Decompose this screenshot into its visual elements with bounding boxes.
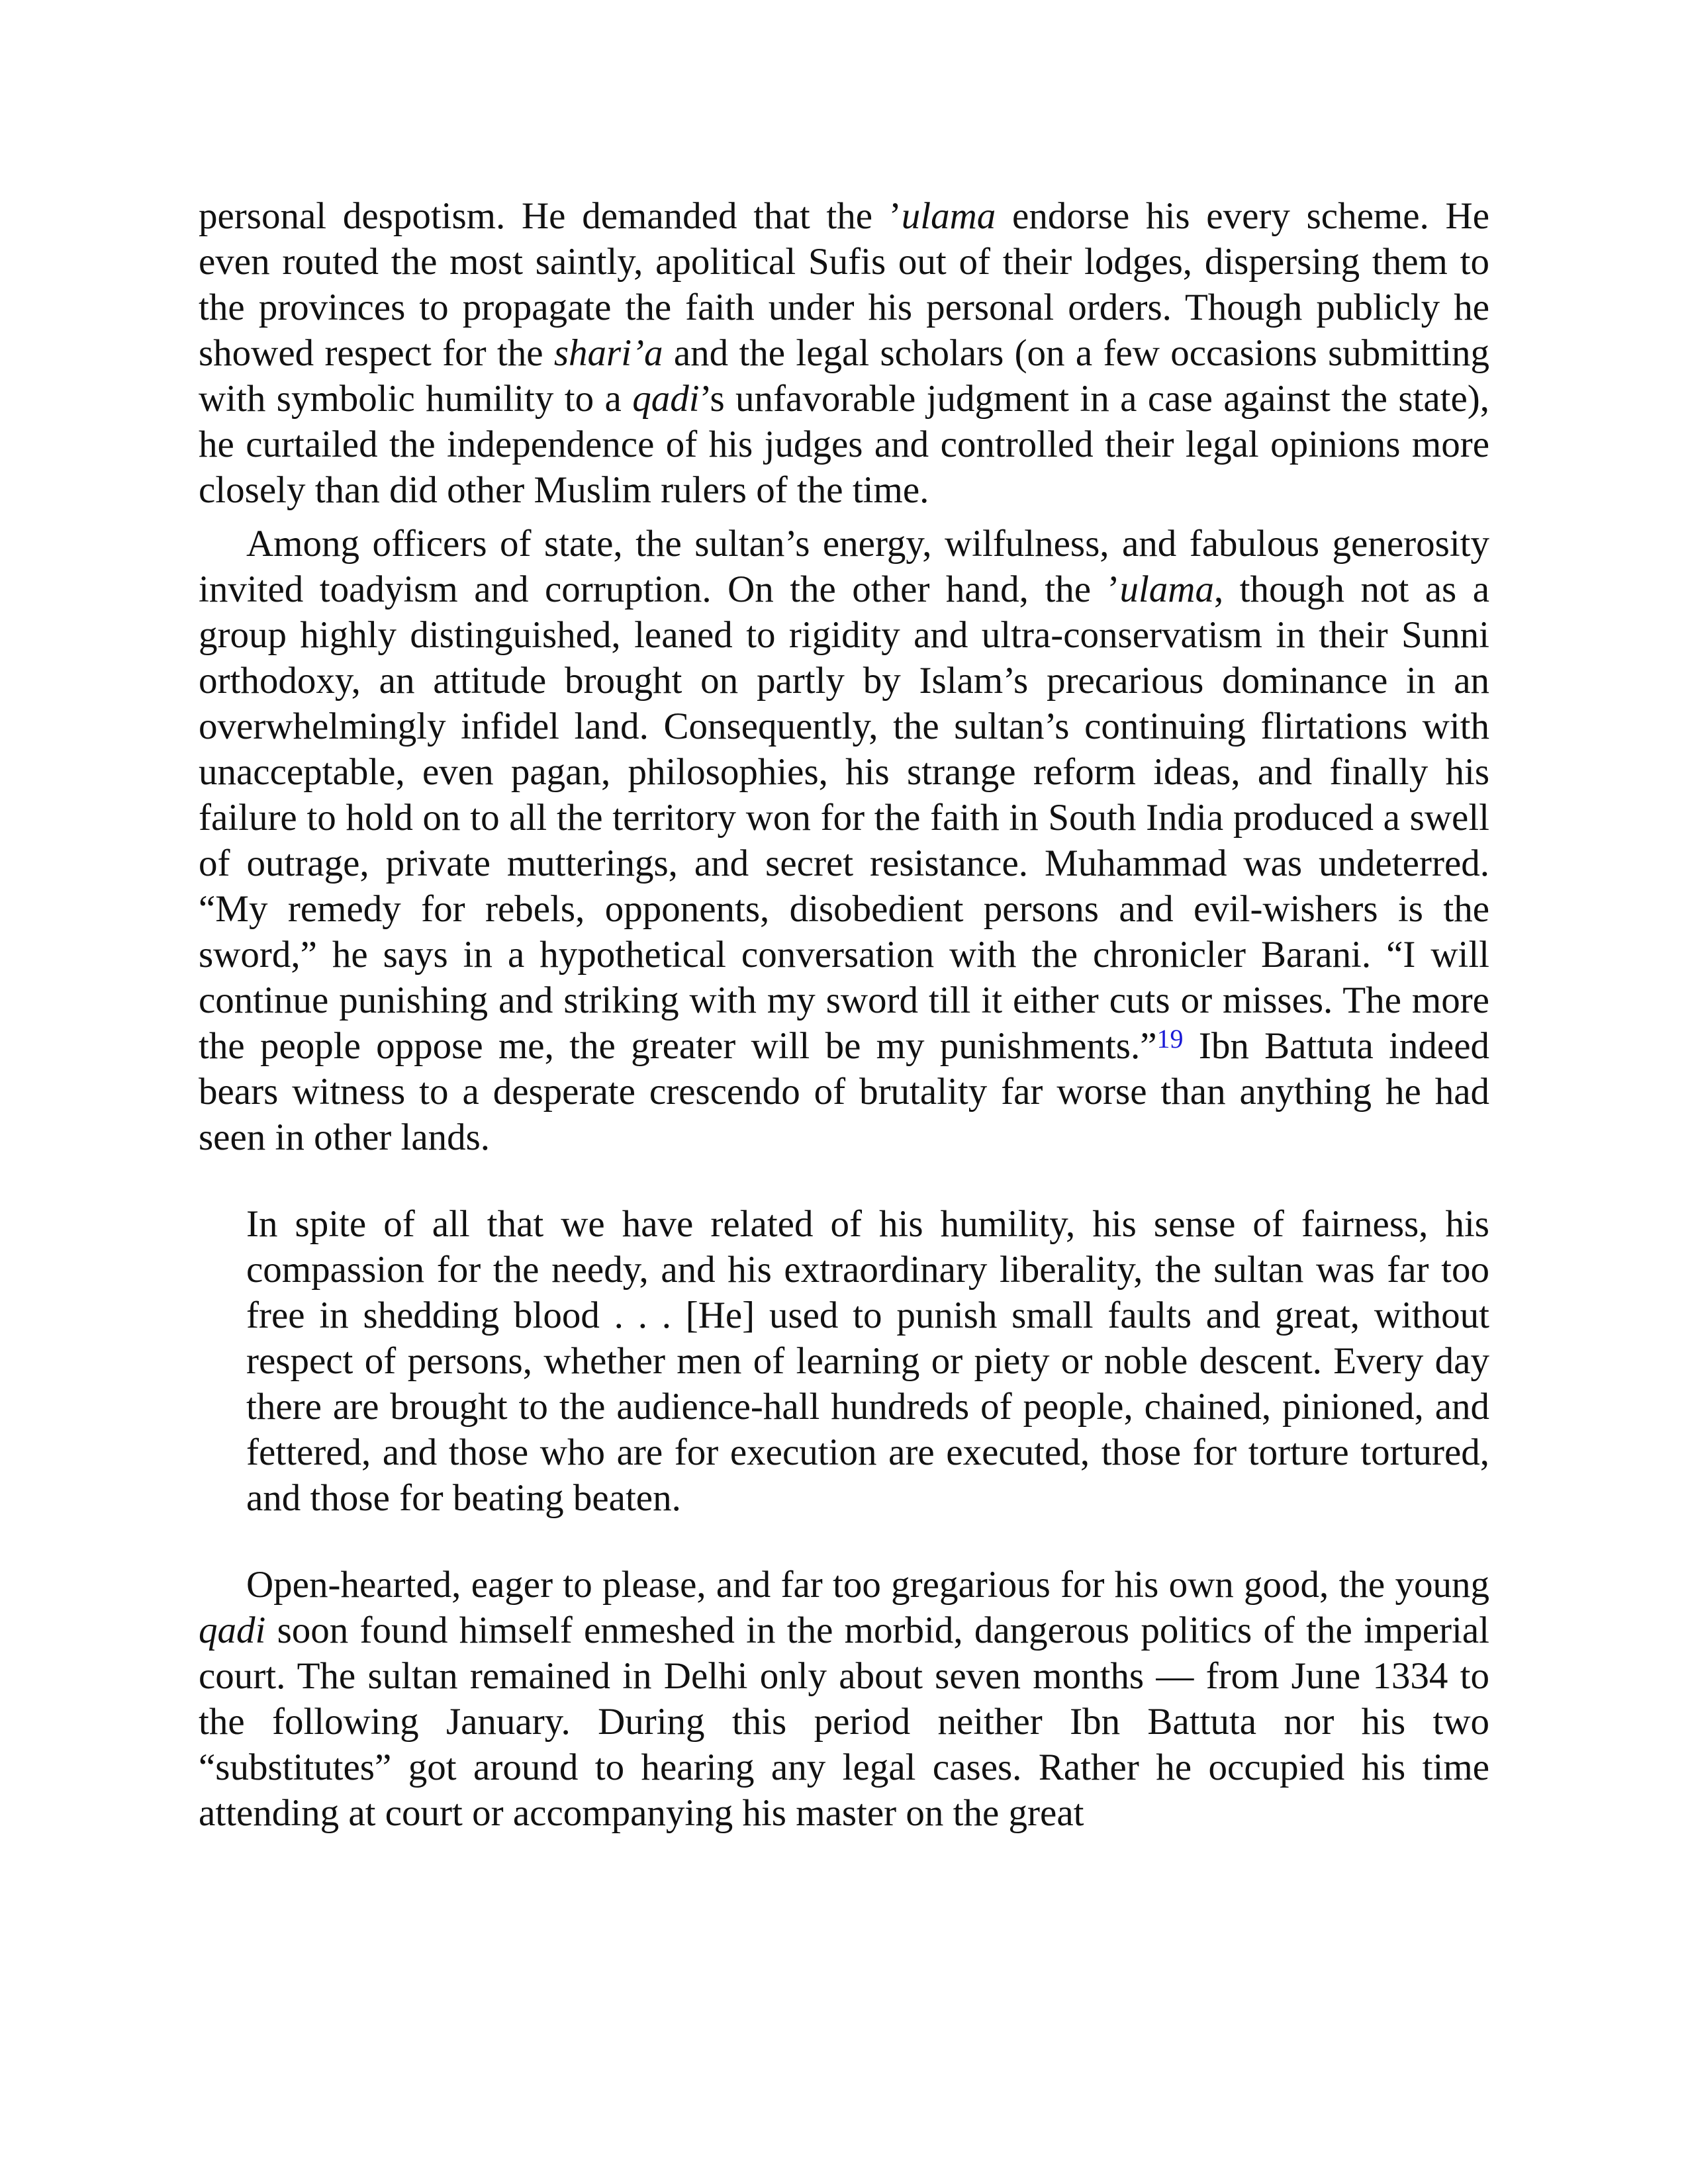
paragraph-text: Among officers of state, the sultan’s energy, wilfulness, and fabulous generosity invited toadyism and corruption. On the other hand, the ’ (199, 523, 1489, 610)
footnote-link[interactable]: 19 (1156, 1024, 1184, 1054)
paragraph-text: ’s unfavorable judgment in a case against the state), he curtailed the independence of his judges and controlled their legal opinions more closely than did other Muslim rulers of the time. (199, 378, 1489, 511)
italic-term-qadi: qadi (199, 1610, 266, 1651)
paragraph-text: personal despotism. He demanded that the ’ (199, 195, 902, 237)
paragraph-despotism (199, 193, 1489, 513)
italic-term-ulama: ulama (1119, 569, 1214, 610)
paragraph-text: , though not as a group highly distinguished, leaned to rigidity and ultra-conservatism in their Sunni orthodoxy, an attitude brought on partly by Islam’s precarious dominance in an overwhelmingly infidel land. Consequently, the sultan’s continuing flirtations with unacceptable, even pagan, philosophies, his strange reform ideas, and finally his failure to hold on to all the territory won for the faith in South India produced a swell of outrage, private mutterings, and secret resistance. Muhammad was undeterred. “My remedy for rebels, opponents, disobedient persons and evil-wishers is the sword,” he says in a hypothetical conversation with the chronicler Barani. “I will continue punishing and striking with my sword till it either cuts or misses. The more the people oppose me, the greater will be my punishments.” (199, 569, 1489, 1067)
italic-term-ulama: ulama (901, 195, 996, 237)
italic-term-qadi: qadi (632, 378, 700, 420)
paragraph-text: endorse his every scheme. He even routed the most saintly, apolitical Sufis out of their lodges, dispersing them to the provinces to propagate the faith under his personal orders. Though publicly he showed respect for the (199, 195, 1489, 374)
footnote-reference[interactable] (1157, 1024, 1184, 1054)
paragraph-young-qadi (199, 1562, 1489, 1836)
italic-term-sharia: shari’a (553, 332, 663, 374)
paragraph-officers-of-state (199, 521, 1489, 1160)
paragraph-text: soon found himself enmeshed in the morbid, dangerous politics of the imperial court. The sultan remained in Delhi only about seven months — from June 1334 to the following January. During this period neither Ibn Battuta nor his two “substitutes” got around to hearing any legal cases. Rather he occupied his time attending at court or accompanying his master on the great (199, 1610, 1489, 1834)
paragraph-text: and the legal scholars (on a few occasions submitting with symbolic humility to a (199, 332, 1489, 420)
paragraph-text: Ibn Battuta indeed bears witness to a desperate crescendo of brutality far worse than anything he had seen in other lands. (199, 1025, 1490, 1158)
block-quotation: In spite of all that we have related of his humility, his sense of fairness, his compassion for the needy, and his extraordinary liberality, the sultan was far too free in shedding blood . . . [He] used to punish small faults and great, without respect of persons, whether men of learning or piety or noble descent. Every day there are brought to the audience-hall hundreds of people, chained, pinioned, and fettered, and those who are for execution are executed, those for torture tortured, and those for beating beaten. (246, 1203, 1489, 1519)
document-page (199, 193, 1489, 1836)
paragraph-text: Open-hearted, eager to please, and far too gregarious for his own good, the young (246, 1564, 1489, 1606)
